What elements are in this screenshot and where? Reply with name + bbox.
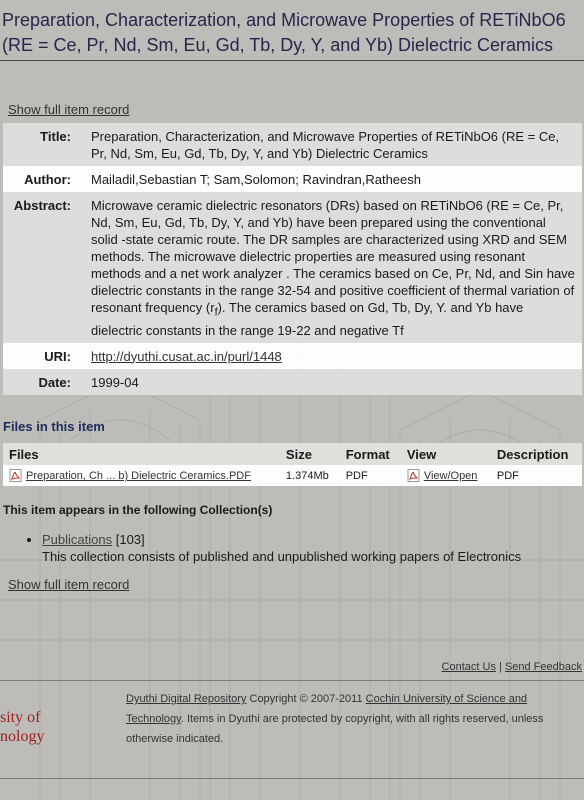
contact-us-link[interactable]: Contact Us xyxy=(441,661,496,673)
metadata-row-date xyxy=(3,369,582,395)
pdf-file-icon xyxy=(9,469,22,482)
abstract-text-part1: Microwave ceramic dielectric resonators (DRs) based on RETiNbO6 (RE = Ce, Pr, Nd, Sm, Eu, Gd, Tb, Dy, Y, and Yb) have been prepared using the conventional solid -state ceramic route. The DR samples are characterized using XRD and SEM methods. The microwave dielectric properties are measured using resonant methods and a net work analyzer . The ceramics based on Ce, Pr, Nd, and Sin have dielectric constants in the range 32-54 and positive coefficient of thermal variation of resonant frequency (r xyxy=(91,198,575,315)
format-col-header: Format xyxy=(340,443,401,465)
university-logo-text xyxy=(0,708,44,746)
abstract-subscript: f xyxy=(214,306,218,319)
title-label: Title: xyxy=(3,123,85,166)
footer-separator: | xyxy=(499,661,502,673)
metadata-row-uri xyxy=(3,343,582,369)
uri-link[interactable]: http://dyuthi.cusat.ac.in/purl/1448 xyxy=(91,348,282,364)
university-link[interactable]: Cochin University of Science and Technology xyxy=(126,693,528,725)
date-value: 1999-04 xyxy=(85,369,582,395)
metadata-row-abstract xyxy=(3,192,582,343)
files-col-header: Files xyxy=(3,443,280,465)
rights-text: . Items in Dyuthi are protected by copyright, with all rights reserved, unless otherwise indicated. xyxy=(126,713,544,745)
author-value: Mailadil,Sebastian T; Sam,Solomon; Ravindran,Ratheesh xyxy=(85,166,582,192)
file-description: PDF xyxy=(491,465,582,486)
collection-description: This collection consists of published and unpublished working papers of Electronics xyxy=(42,549,522,564)
metadata-row-author xyxy=(3,166,582,192)
collection-item xyxy=(42,531,582,565)
collections-list xyxy=(24,531,582,565)
view-col-header: View xyxy=(401,443,491,465)
collections-heading: This item appears in the following Collection(s) xyxy=(3,503,273,517)
repository-link[interactable]: Dyuthi Digital Repository xyxy=(126,693,247,705)
title-value: Preparation, Characterization, and Microwave Properties of RETiNbO6 (RE = Ce, Pr, Nd, Sm, Eu, Gd, Tb, Dy, Y, and Yb) Dielectric Ceramics xyxy=(85,123,582,166)
logo-line-1: sity of xyxy=(0,709,41,726)
metadata-row-title xyxy=(3,123,582,166)
collection-link[interactable]: Publications xyxy=(42,532,113,547)
date-label: Date: xyxy=(3,369,85,395)
abstract-label: Abstract: xyxy=(3,192,85,343)
footer-divider-top xyxy=(0,680,584,681)
files-table-header xyxy=(3,443,582,465)
collection-count: [103] xyxy=(115,532,145,547)
description-col-header: Description xyxy=(491,443,582,465)
view-open-link[interactable]: View/Open xyxy=(423,470,478,482)
footer-divider-bottom xyxy=(0,778,584,779)
show-full-record-link-bottom[interactable]: Show full item record xyxy=(8,577,130,592)
file-format: PDF xyxy=(340,465,401,486)
file-row xyxy=(3,465,582,486)
pdf-view-icon xyxy=(407,469,420,482)
author-label: Author: xyxy=(3,166,85,192)
file-name-link[interactable]: Preparation, Ch ... b) Dielectric Ceramics.PDF xyxy=(26,470,251,482)
page-title: Preparation, Characterization, and Microwave Properties of RETiNbO6 (RE = Ce, Pr, Nd, Sm, Eu, Gd, Tb, Dy, Y, and Yb) Dielectric Ceramics xyxy=(0,0,584,61)
logo-line-2: nology xyxy=(0,728,45,745)
uri-value-cell xyxy=(85,343,582,369)
abstract-text-part2: ). The ceramics based on Gd, Tb, Dy, Y. and Yb have dielectric constants in the range 19-22 and negative Tf xyxy=(91,300,524,338)
metadata-table xyxy=(3,123,582,395)
footer-copyright xyxy=(126,689,566,749)
file-size: 1.374Mb xyxy=(280,465,340,486)
uri-label: URI: xyxy=(3,343,85,369)
view-cell xyxy=(401,465,491,486)
files-table xyxy=(3,443,582,486)
show-full-record-link-top[interactable]: Show full item record xyxy=(8,102,130,117)
abstract-value xyxy=(85,192,582,343)
copyright-text: Copyright © 2007-2011 xyxy=(246,693,366,705)
file-cell xyxy=(3,465,280,486)
footer-links xyxy=(442,661,582,673)
send-feedback-link[interactable]: Send Feedback xyxy=(504,661,582,673)
size-col-header: Size xyxy=(280,443,340,465)
files-section-heading: Files in this item xyxy=(3,419,105,434)
